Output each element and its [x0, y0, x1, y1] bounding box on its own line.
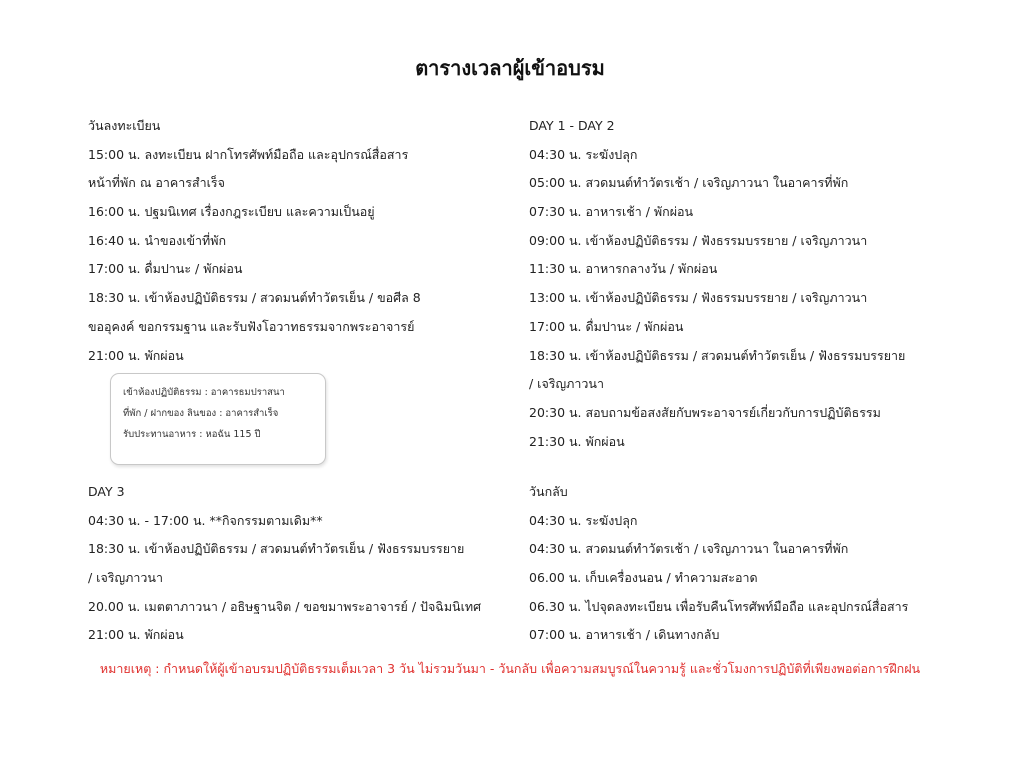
info-line: ที่พัก / ฝากของ ลินของ : อาคารสำเร็จ: [123, 408, 279, 419]
schedule-line: 06.30 น. ไปจุดลงทะเบียน เพื่อรับคืนโทรศัพท์มือถือ และอุปกรณ์สื่อสาร: [529, 598, 909, 614]
schedule-line: 21:30 น. พักผ่อน: [529, 433, 625, 449]
schedule-line: 18:30 น. เข้าห้องปฏิบัติธรรม / สวดมนต์ทำวัตรเย็น / ขอศีล 8: [88, 290, 421, 306]
schedule-line: หน้าที่พัก ณ อาคารสำเร็จ: [88, 175, 225, 191]
schedule-line: 04:30 น. ระฆังปลุก: [529, 512, 638, 528]
schedule-line: / เจริญภาวนา: [88, 570, 163, 586]
page-title: ตารางเวลาผู้เข้าอบรม: [415, 56, 605, 80]
info-line: เข้าห้องปฏิบัติธรรม : อาคารธมปราสนา: [123, 387, 285, 398]
registration-section: [88, 112, 421, 370]
day1-2-heading: DAY 1 - DAY 2: [529, 118, 615, 133]
schedule-line: 21:00 น. พักผ่อน: [88, 627, 184, 643]
schedule-line: 04:30 น. - 17:00 น. **กิจกรรมตามเดิม**: [88, 512, 323, 528]
schedule-line: 17:00 น. ดื่มปานะ / พักผ่อน: [88, 261, 243, 277]
schedule-line: / เจริญภาวนา: [529, 376, 604, 392]
return-day-heading: วันกลับ: [529, 484, 568, 499]
schedule-line: 20:30 น. สอบถามข้อสงสัยกับพระอาจารย์เกี่ยวกับการปฏิบัติธรรม: [529, 404, 881, 420]
schedule-line: 07:00 น. อาหารเช้า / เดินทางกลับ: [529, 627, 720, 643]
schedule-line: 13:00 น. เข้าห้องปฏิบัติธรรม / ฟังธรรมบรรยาย / เจริญภาวนา: [529, 290, 868, 306]
schedule-line: ขออุคงค์ ขอกรรมฐาน และรับฟังโอวาทธรรมจากพระอาจารย์: [88, 318, 415, 334]
day3-section: [88, 478, 481, 650]
schedule-line: 05:00 น. สวดมนต์ทำวัตรเช้า / เจริญภาวนา ในอาคารที่พัก: [529, 175, 849, 191]
return-day-section: [529, 478, 908, 650]
schedule-line: 09:00 น. เข้าห้องปฏิบัติธรรม / ฟังธรรมบรรยาย / เจริญภาวนา: [529, 232, 868, 248]
schedule-line: 15:00 น. ลงทะเบียน ฝากโทรศัพท์มือถือ และอุปกรณ์สื่อสาร: [88, 146, 409, 162]
schedule-line: 16:00 น. ปฐมนิเทศ เรื่องกฎระเบียบ และความเป็นอยู่: [88, 204, 375, 220]
schedule-line: 20.00 น. เมตตาภาวนา / อธิษฐานจิต / ขอขมาพระอาจารย์ / ปัจฉิมนิเทศ: [88, 598, 482, 614]
schedule-line: 18:30 น. เข้าห้องปฏิบัติธรรม / สวดมนต์ทำวัตรเย็น / ฟังธรรมบรรยาย: [529, 347, 906, 363]
schedule-line: 18:30 น. เข้าห้องปฏิบัติธรรม / สวดมนต์ทำวัตรเย็น / ฟังธรรมบรรยาย: [88, 541, 465, 557]
remark-note: หมายเหตุ : กำหนดให้ผู้เข้าอบรมปฏิบัติธรรมเต็มเวลา 3 วัน ไม่รวมวันมา - วันกลับ เพื่อความสมบูรณ์ในความรู้ และชั่วโมงการปฏิบัติที่เพียงพอต่อการฝึกฝน: [99, 661, 921, 676]
registration-heading: วันลงทะเบียน: [88, 118, 161, 133]
schedule-line: 21:00 น. พักผ่อน: [88, 347, 184, 363]
schedule-line: 17:00 น. ดื่มปานะ / พักผ่อน: [529, 318, 684, 334]
schedule-line: 11:30 น. อาหารกลางวัน / พักผ่อน: [529, 261, 718, 277]
day1-2-section: [529, 112, 905, 456]
info-line: รับประทานอาหาร : หอฉัน 115 ปี: [123, 429, 261, 440]
schedule-line: 04:30 น. สวดมนต์ทำวัตรเช้า / เจริญภาวนา ในอาคารที่พัก: [529, 541, 849, 557]
schedule-line: 07:30 น. อาหารเช้า / พักผ่อน: [529, 204, 694, 220]
schedule-line: 04:30 น. ระฆังปลุก: [529, 146, 638, 162]
day3-heading: DAY 3: [88, 484, 125, 499]
schedule-line: 16:40 น. นำของเข้าที่พัก: [88, 232, 227, 248]
schedule-line: 06.00 น. เก็บเครื่องนอน / ทำความสะอาด: [529, 570, 758, 586]
location-info-box: [110, 373, 326, 465]
